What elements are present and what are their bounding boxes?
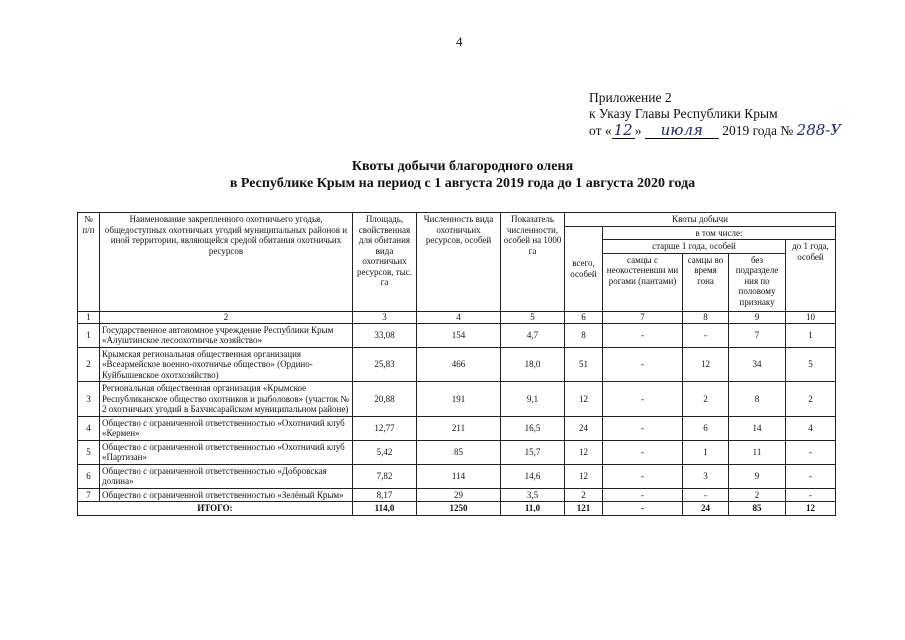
date-year: 2019 года — [722, 123, 778, 138]
row-antlers: - — [603, 323, 683, 347]
totals-rut: 24 — [683, 502, 729, 516]
row-population: 154 — [417, 323, 501, 347]
row-antlers: - — [603, 464, 683, 488]
col-index: 8 — [683, 311, 729, 323]
row-number: 3 — [78, 382, 100, 417]
header-no-sex: без подразделе ния по половому признаку — [729, 253, 786, 311]
header-in-total: в том числе: — [603, 226, 836, 240]
col-index: 3 — [353, 311, 417, 323]
row-total: 8 — [565, 323, 603, 347]
row-density: 14,6 — [501, 464, 565, 488]
header-name: Наименование закрепленного охотничьего угодья, общедоступных охотничьих угодий муниципальных районов и иной территории, являющейся средой обитания охотничьих ресурсов — [100, 213, 353, 312]
row-population: 114 — [417, 464, 501, 488]
table-row — [78, 464, 836, 488]
row-rut: - — [683, 323, 729, 347]
row-young: 5 — [786, 347, 836, 382]
row-antlers: - — [603, 416, 683, 440]
header-quotas: Квоты добычи — [565, 213, 836, 227]
row-nosex: 11 — [729, 440, 786, 464]
row-young: - — [786, 440, 836, 464]
row-nosex: 34 — [729, 347, 786, 382]
row-density: 16,5 — [501, 416, 565, 440]
totals-row — [78, 502, 836, 516]
row-population: 211 — [417, 416, 501, 440]
row-antlers: - — [603, 382, 683, 417]
row-total: 24 — [565, 416, 603, 440]
row-young: - — [786, 464, 836, 488]
date-prefix: от « — [589, 123, 612, 138]
row-density: 9,1 — [501, 382, 565, 417]
row-rut: - — [683, 488, 729, 502]
row-antlers: - — [603, 347, 683, 382]
number-prefix: № — [780, 123, 794, 138]
row-nosex: 14 — [729, 416, 786, 440]
totals-nosex: 85 — [729, 502, 786, 516]
col-index: 1 — [78, 311, 100, 323]
row-number: 5 — [78, 440, 100, 464]
col-index: 7 — [603, 311, 683, 323]
totals-label: ИТОГО: — [78, 502, 353, 516]
row-nosex: 9 — [729, 464, 786, 488]
row-antlers: - — [603, 488, 683, 502]
date-day: 12 — [613, 121, 633, 139]
header-older: старше 1 года, особей — [603, 240, 786, 254]
row-area: 7,82 — [353, 464, 417, 488]
row-young: 1 — [786, 323, 836, 347]
col-index: 5 — [501, 311, 565, 323]
row-rut: 12 — [683, 347, 729, 382]
row-number: 4 — [78, 416, 100, 440]
date-month: июля — [645, 122, 719, 139]
row-total: 12 — [565, 464, 603, 488]
col-index: 9 — [729, 311, 786, 323]
row-density: 15,7 — [501, 440, 565, 464]
row-name: Общество с ограниченной ответственностью «Охотничий клуб «Партизан» — [100, 440, 353, 464]
appendix-title: Приложение 2 — [589, 90, 672, 105]
row-rut: 3 — [683, 464, 729, 488]
totals-area: 114,0 — [353, 502, 417, 516]
row-density: 18,0 — [501, 347, 565, 382]
row-name: Государственное автономное учреждение Республики Крым «Алуштинское лесоохотничье хозяйство» — [100, 323, 353, 347]
row-area: 12,77 — [353, 416, 417, 440]
row-young: - — [786, 488, 836, 502]
row-population: 29 — [417, 488, 501, 502]
appendix-date-line — [589, 122, 841, 139]
row-number: 6 — [78, 464, 100, 488]
totals-total: 121 — [565, 502, 603, 516]
row-area: 20,88 — [353, 382, 417, 417]
table-row — [78, 347, 836, 382]
table-row — [78, 488, 836, 502]
page-number-text: 4 — [456, 34, 463, 49]
header-population: Численность вида охотничьих ресурсов, особей — [417, 213, 501, 312]
row-name: Общество с ограниченной ответственностью «Добровская долина» — [100, 464, 353, 488]
row-nosex: 8 — [729, 382, 786, 417]
row-population: 466 — [417, 347, 501, 382]
row-total: 12 — [565, 382, 603, 417]
row-young: 4 — [786, 416, 836, 440]
table-row — [78, 440, 836, 464]
row-area: 33,08 — [353, 323, 417, 347]
header-area: Площадь, свойственная для обитания вида охотничьих ресурсов, тыс. га — [353, 213, 417, 312]
row-name: Региональная общественная организация «Крымское Республиканское общество охотников и рыболовов» (участок № 2 охотничьих угодий в Бахчисарайском муниципальном районе) — [100, 382, 353, 417]
header-males-rut: самцы во время гона — [683, 253, 729, 311]
row-name: Общество с ограниченной ответственностью «Охотничий клуб «Кермен» — [100, 416, 353, 440]
row-rut: 1 — [683, 440, 729, 464]
row-population: 191 — [417, 382, 501, 417]
row-area: 25,83 — [353, 347, 417, 382]
totals-young: 12 — [786, 502, 836, 516]
appendix-block — [589, 90, 841, 139]
col-index: 4 — [417, 311, 501, 323]
col-index: 10 — [786, 311, 836, 323]
row-name: Крымская региональная общественная организация «Всеармейское военно-охотничье общество» (Ордино-Куйбышевское охотхозяйство) — [100, 347, 353, 382]
header-total: всего, особей — [565, 226, 603, 311]
table-row — [78, 382, 836, 417]
quota-table — [77, 212, 836, 516]
row-area: 8,17 — [353, 488, 417, 502]
row-rut: 2 — [683, 382, 729, 417]
totals-density: 11,0 — [501, 502, 565, 516]
row-young: 2 — [786, 382, 836, 417]
row-area: 5,42 — [353, 440, 417, 464]
row-total: 12 — [565, 440, 603, 464]
row-density: 4,7 — [501, 323, 565, 347]
decree-number: 288-У — [796, 121, 842, 139]
title-line-1: Квоты добычи благородного оленя — [351, 159, 574, 174]
header-young: до 1 года, особей — [786, 240, 836, 312]
row-total: 51 — [565, 347, 603, 382]
totals-population: 1250 — [417, 502, 501, 516]
header-num: № п/п — [78, 213, 100, 312]
table-body — [78, 323, 836, 502]
document-title — [0, 158, 905, 192]
table-row — [78, 416, 836, 440]
title-line-2: в Республике Крым на период с 1 августа 2019 года до 1 августа 2020 года — [229, 176, 696, 191]
row-number: 1 — [78, 323, 100, 347]
header-males-antlers: самцы с неокостеневши ми рогами (пантами) — [603, 253, 683, 311]
header-density: Показатель численности, особей на 1000 га — [501, 213, 565, 312]
col-index: 2 — [100, 311, 353, 323]
column-index-row — [78, 311, 836, 323]
row-population: 85 — [417, 440, 501, 464]
col-index: 6 — [565, 311, 603, 323]
row-number: 2 — [78, 347, 100, 382]
row-number: 7 — [78, 488, 100, 502]
row-nosex: 2 — [729, 488, 786, 502]
date-mid: » — [634, 123, 642, 138]
appendix-decree: к Указу Главы Республики Крым — [589, 106, 778, 121]
table-row — [78, 323, 836, 347]
row-density: 3,5 — [501, 488, 565, 502]
row-rut: 6 — [683, 416, 729, 440]
totals-antlers: - — [603, 502, 683, 516]
row-antlers: - — [603, 440, 683, 464]
row-nosex: 7 — [729, 323, 786, 347]
row-name: Общество с ограниченной ответственностью «Зелёный Крым» — [100, 488, 353, 502]
row-total: 2 — [565, 488, 603, 502]
